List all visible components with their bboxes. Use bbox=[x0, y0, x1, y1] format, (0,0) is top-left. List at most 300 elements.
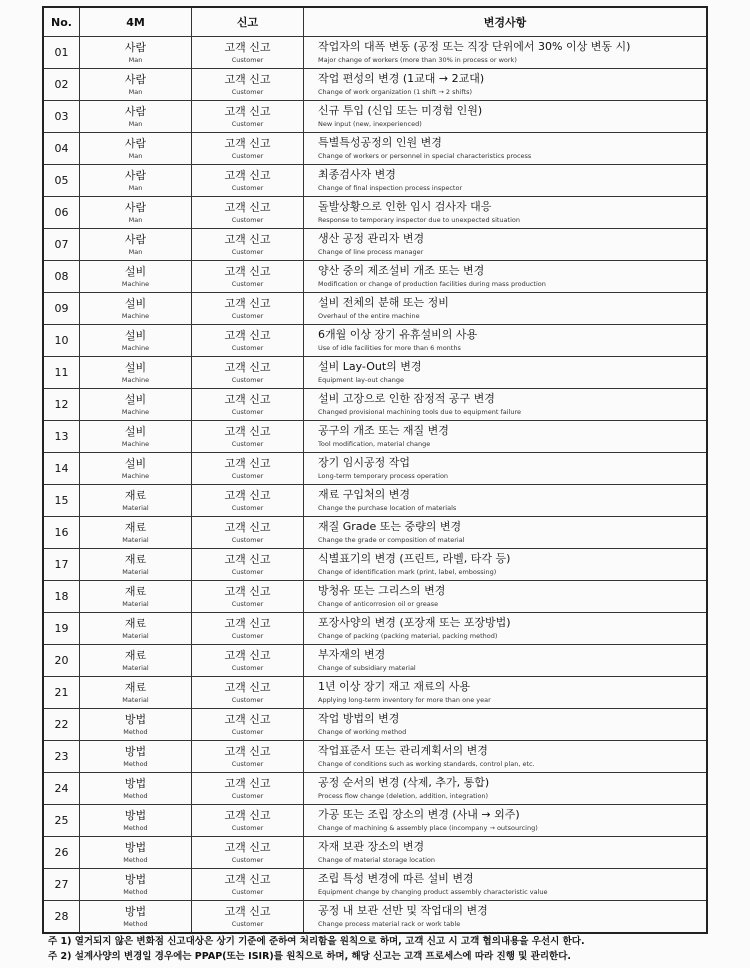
category-ko: 방법 bbox=[124, 776, 147, 790]
footnote-2: 주 2) 설계사양의 변경일 경우에는 PPAP(또는 ISIR)를 원칙으로 하며, 해당 신고는 고객 프로세스에 따라 진행 및 관리한다. bbox=[48, 951, 571, 962]
table-row bbox=[43, 389, 707, 421]
change-description-ko: 재료 구입처의 변경 bbox=[318, 488, 411, 502]
change-description-cell bbox=[304, 197, 708, 229]
category-en: Material bbox=[122, 567, 149, 576]
report-cell bbox=[192, 165, 304, 197]
category-en: Machine bbox=[121, 279, 150, 288]
category-cell bbox=[80, 485, 192, 517]
report-ko: 고객 신고 bbox=[224, 712, 271, 726]
category-ko: 재료 bbox=[124, 584, 147, 598]
category-cell bbox=[80, 549, 192, 581]
category-ko: 설비 bbox=[124, 328, 147, 342]
row-number: 21 bbox=[43, 677, 80, 709]
category-cell bbox=[80, 37, 192, 69]
change-description-en: Process flow change (deletion, addition, integration) bbox=[318, 792, 489, 801]
change-description-cell bbox=[304, 421, 708, 453]
category-cell bbox=[80, 677, 192, 709]
report-cell bbox=[192, 133, 304, 165]
report-en: Customer bbox=[231, 759, 264, 768]
category-cell bbox=[80, 133, 192, 165]
report-ko: 고객 신고 bbox=[224, 552, 271, 566]
header-4m: 4M bbox=[80, 7, 192, 37]
change-description-cell bbox=[304, 37, 708, 69]
report-cell bbox=[192, 357, 304, 389]
change-description-ko: 돌발상황으로 인한 임시 검사자 대응 bbox=[318, 200, 492, 214]
change-description-en: Change of working method bbox=[318, 728, 407, 737]
category-cell bbox=[80, 229, 192, 261]
report-ko: 고객 신고 bbox=[224, 168, 271, 182]
row-number: 22 bbox=[43, 709, 80, 741]
change-description-en: Response to temporary inspector due to unexpected situation bbox=[318, 216, 520, 225]
row-number: 05 bbox=[43, 165, 80, 197]
change-description-en: Change of conditions such as working standards, control plan, etc. bbox=[318, 760, 535, 769]
change-description-en: Equipment change by changing product assembly characteristic value bbox=[318, 888, 548, 897]
table-row bbox=[43, 901, 707, 934]
row-number: 26 bbox=[43, 837, 80, 869]
category-ko: 사람 bbox=[124, 232, 147, 246]
category-en: Material bbox=[122, 599, 149, 608]
report-cell bbox=[192, 837, 304, 869]
category-cell bbox=[80, 805, 192, 837]
report-ko: 고객 신고 bbox=[224, 840, 271, 854]
report-en: Customer bbox=[231, 119, 264, 128]
category-en: Method bbox=[123, 823, 148, 832]
change-description-en: Overhaul of the entire machine bbox=[318, 312, 420, 321]
change-description-ko: 가공 또는 조립 장소의 변경 (사내 → 외주) bbox=[318, 808, 520, 822]
category-ko: 설비 bbox=[124, 456, 147, 470]
row-number: 04 bbox=[43, 133, 80, 165]
change-description-en: Major change of workers (more than 30% in process or work) bbox=[318, 56, 517, 65]
report-en: Customer bbox=[231, 55, 264, 64]
change-description-cell bbox=[304, 741, 708, 773]
change-description-en: Change of packing (packing material, packing method) bbox=[318, 632, 498, 641]
category-ko: 재료 bbox=[124, 648, 147, 662]
row-number: 28 bbox=[43, 901, 80, 934]
change-description-ko: 설비 전체의 분해 또는 정비 bbox=[318, 296, 449, 310]
category-cell bbox=[80, 517, 192, 549]
report-ko: 고객 신고 bbox=[224, 904, 271, 918]
report-cell bbox=[192, 613, 304, 645]
category-ko: 사람 bbox=[124, 40, 147, 54]
report-en: Customer bbox=[231, 471, 264, 480]
report-en: Customer bbox=[231, 279, 264, 288]
table-row bbox=[43, 325, 707, 357]
category-en: Man bbox=[128, 119, 143, 128]
report-en: Customer bbox=[231, 215, 264, 224]
table-body bbox=[43, 37, 707, 934]
table-row bbox=[43, 261, 707, 293]
change-description-ko: 신규 투입 (신입 또는 미경험 인원) bbox=[318, 104, 483, 118]
header-report: 신고 bbox=[192, 7, 304, 37]
report-cell bbox=[192, 293, 304, 325]
category-ko: 사람 bbox=[124, 168, 147, 182]
change-description-en: Change of material storage location bbox=[318, 856, 436, 865]
table-row bbox=[43, 677, 707, 709]
category-en: Material bbox=[122, 695, 149, 704]
change-description-cell bbox=[304, 69, 708, 101]
category-cell bbox=[80, 293, 192, 325]
report-ko: 고객 신고 bbox=[224, 104, 271, 118]
report-en: Customer bbox=[231, 791, 264, 800]
category-ko: 재료 bbox=[124, 616, 147, 630]
change-description-ko: 작업 방법의 변경 bbox=[318, 712, 400, 726]
row-number: 08 bbox=[43, 261, 80, 293]
change-description-ko: 특별특성공정의 인원 변경 bbox=[318, 136, 442, 150]
change-description-ko: 부자재의 변경 bbox=[318, 648, 386, 662]
category-en: Method bbox=[123, 919, 148, 928]
category-ko: 설비 bbox=[124, 424, 147, 438]
category-cell bbox=[80, 613, 192, 645]
category-ko: 설비 bbox=[124, 392, 147, 406]
category-en: Material bbox=[122, 663, 149, 672]
change-description-ko: 장기 임시공정 작업 bbox=[318, 456, 411, 470]
category-cell bbox=[80, 421, 192, 453]
report-ko: 고객 신고 bbox=[224, 872, 271, 886]
row-number: 01 bbox=[43, 37, 80, 69]
report-en: Customer bbox=[231, 503, 264, 512]
table-row bbox=[43, 69, 707, 101]
report-cell bbox=[192, 229, 304, 261]
report-en: Customer bbox=[231, 727, 264, 736]
category-cell bbox=[80, 261, 192, 293]
category-en: Man bbox=[128, 87, 143, 96]
category-en: Machine bbox=[121, 471, 150, 480]
change-description-cell bbox=[304, 357, 708, 389]
change-description-ko: 재질 Grade 또는 중량의 변경 bbox=[318, 520, 462, 534]
row-number: 11 bbox=[43, 357, 80, 389]
footnote-1: 주 1) 열거되지 않은 변화점 신고대상은 상기 기준에 준하여 처리함을 원칙으로 하며, 고객 신고 시 고객 협의내용을 우선시 한다. bbox=[48, 936, 585, 947]
report-en: Customer bbox=[231, 631, 264, 640]
change-description-en: Tool modification, material change bbox=[318, 440, 431, 449]
change-description-ko: 6개월 이상 장기 유휴설비의 사용 bbox=[318, 328, 478, 342]
report-en: Customer bbox=[231, 375, 264, 384]
change-description-ko: 생산 공정 관리자 변경 bbox=[318, 232, 425, 246]
table-row bbox=[43, 293, 707, 325]
change-description-cell bbox=[304, 165, 708, 197]
report-ko: 고객 신고 bbox=[224, 232, 271, 246]
category-cell bbox=[80, 901, 192, 934]
header-change: 변경사항 bbox=[304, 7, 708, 37]
report-cell bbox=[192, 741, 304, 773]
table-row bbox=[43, 133, 707, 165]
change-description-cell bbox=[304, 613, 708, 645]
category-ko: 재료 bbox=[124, 520, 147, 534]
change-description-cell bbox=[304, 325, 708, 357]
category-en: Man bbox=[128, 151, 143, 160]
report-en: Customer bbox=[231, 407, 264, 416]
category-ko: 방법 bbox=[124, 712, 147, 726]
report-ko: 고객 신고 bbox=[224, 648, 271, 662]
category-en: Machine bbox=[121, 343, 150, 352]
report-ko: 고객 신고 bbox=[224, 424, 271, 438]
report-ko: 고객 신고 bbox=[224, 808, 271, 822]
table-row bbox=[43, 197, 707, 229]
category-en: Man bbox=[128, 215, 143, 224]
report-cell bbox=[192, 677, 304, 709]
change-description-en: New input (new, inexperienced) bbox=[318, 120, 422, 129]
table-row bbox=[43, 709, 707, 741]
report-ko: 고객 신고 bbox=[224, 200, 271, 214]
category-ko: 재료 bbox=[124, 680, 147, 694]
row-number: 27 bbox=[43, 869, 80, 901]
report-en: Customer bbox=[231, 599, 264, 608]
category-en: Man bbox=[128, 247, 143, 256]
table-row bbox=[43, 165, 707, 197]
table-row bbox=[43, 549, 707, 581]
change-description-en: Long-term temporary process operation bbox=[318, 472, 449, 481]
report-ko: 고객 신고 bbox=[224, 72, 271, 86]
category-cell bbox=[80, 741, 192, 773]
report-en: Customer bbox=[231, 87, 264, 96]
row-number: 19 bbox=[43, 613, 80, 645]
report-en: Customer bbox=[231, 311, 264, 320]
row-number: 24 bbox=[43, 773, 80, 805]
category-ko: 사람 bbox=[124, 136, 147, 150]
change-description-cell bbox=[304, 901, 708, 934]
table-header-row bbox=[43, 7, 707, 37]
table-row bbox=[43, 357, 707, 389]
report-en: Customer bbox=[231, 823, 264, 832]
header-no: No. bbox=[43, 7, 80, 37]
change-description-ko: 양산 중의 제조설비 개조 또는 변경 bbox=[318, 264, 485, 278]
change-description-cell bbox=[304, 229, 708, 261]
report-ko: 고객 신고 bbox=[224, 264, 271, 278]
category-ko: 설비 bbox=[124, 296, 147, 310]
report-ko: 고객 신고 bbox=[224, 584, 271, 598]
change-description-en: Change of line process manager bbox=[318, 248, 424, 257]
report-en: Customer bbox=[231, 663, 264, 672]
change-description-ko: 작업표준서 또는 관리계획서의 변경 bbox=[318, 744, 488, 758]
change-description-en: Change of workers or personnel in special characteristics process bbox=[318, 152, 532, 161]
report-cell bbox=[192, 101, 304, 133]
row-number: 12 bbox=[43, 389, 80, 421]
report-cell bbox=[192, 485, 304, 517]
category-ko: 설비 bbox=[124, 264, 147, 278]
change-description-cell bbox=[304, 869, 708, 901]
report-en: Customer bbox=[231, 343, 264, 352]
change-description-en: Change of machining & assembly place (incompany → outsourcing) bbox=[318, 824, 538, 833]
category-cell bbox=[80, 69, 192, 101]
category-ko: 사람 bbox=[124, 72, 147, 86]
change-description-en: Modification or change of production facilities during mass production bbox=[318, 280, 546, 289]
report-ko: 고객 신고 bbox=[224, 520, 271, 534]
change-description-cell bbox=[304, 549, 708, 581]
table-row bbox=[43, 101, 707, 133]
change-description-cell bbox=[304, 645, 708, 677]
report-cell bbox=[192, 517, 304, 549]
4m-change-table bbox=[42, 6, 708, 934]
change-description-en: Change the purchase location of materials bbox=[318, 504, 457, 513]
report-en: Customer bbox=[231, 567, 264, 576]
change-description-cell bbox=[304, 805, 708, 837]
row-number: 15 bbox=[43, 485, 80, 517]
change-description-en: Change the grade or composition of material bbox=[318, 536, 465, 545]
table-row bbox=[43, 485, 707, 517]
change-description-ko: 설비 고장으로 인한 잠정적 공구 변경 bbox=[318, 392, 495, 406]
change-description-cell bbox=[304, 293, 708, 325]
table-row bbox=[43, 517, 707, 549]
category-en: Machine bbox=[121, 439, 150, 448]
change-description-ko: 식별표기의 변경 (프린트, 라벨, 타각 등) bbox=[318, 552, 511, 566]
change-description-cell bbox=[304, 581, 708, 613]
report-cell bbox=[192, 37, 304, 69]
category-en: Material bbox=[122, 631, 149, 640]
report-ko: 고객 신고 bbox=[224, 392, 271, 406]
report-ko: 고객 신고 bbox=[224, 776, 271, 790]
category-cell bbox=[80, 197, 192, 229]
category-cell bbox=[80, 869, 192, 901]
change-description-cell bbox=[304, 773, 708, 805]
row-number: 09 bbox=[43, 293, 80, 325]
table-row bbox=[43, 837, 707, 869]
row-number: 17 bbox=[43, 549, 80, 581]
table-row bbox=[43, 229, 707, 261]
category-en: Method bbox=[123, 727, 148, 736]
change-description-ko: 자재 보관 장소의 변경 bbox=[318, 840, 425, 854]
change-description-en: Changed provisional machining tools due to equipment failure bbox=[318, 408, 521, 417]
change-description-en: Change of work organization (1 shift → 2 shifts) bbox=[318, 88, 473, 97]
table-row bbox=[43, 741, 707, 773]
change-description-cell bbox=[304, 837, 708, 869]
report-ko: 고객 신고 bbox=[224, 616, 271, 630]
change-description-cell bbox=[304, 101, 708, 133]
change-description-ko: 공정 내 보관 선반 및 작업대의 변경 bbox=[318, 904, 488, 918]
row-number: 06 bbox=[43, 197, 80, 229]
category-en: Man bbox=[128, 183, 143, 192]
change-description-cell bbox=[304, 133, 708, 165]
category-en: Material bbox=[122, 535, 149, 544]
table-row bbox=[43, 613, 707, 645]
report-en: Customer bbox=[231, 855, 264, 864]
category-ko: 재료 bbox=[124, 488, 147, 502]
report-en: Customer bbox=[231, 247, 264, 256]
category-cell bbox=[80, 453, 192, 485]
row-number: 23 bbox=[43, 741, 80, 773]
row-number: 03 bbox=[43, 101, 80, 133]
change-description-ko: 방청유 또는 그리스의 변경 bbox=[318, 584, 446, 598]
category-en: Method bbox=[123, 855, 148, 864]
row-number: 07 bbox=[43, 229, 80, 261]
report-ko: 고객 신고 bbox=[224, 488, 271, 502]
category-ko: 설비 bbox=[124, 360, 147, 374]
category-en: Method bbox=[123, 791, 148, 800]
table-row bbox=[43, 805, 707, 837]
change-description-ko: 설비 Lay-Out의 변경 bbox=[318, 360, 422, 374]
report-cell bbox=[192, 773, 304, 805]
table-row bbox=[43, 421, 707, 453]
report-cell bbox=[192, 453, 304, 485]
report-cell bbox=[192, 901, 304, 934]
report-ko: 고객 신고 bbox=[224, 136, 271, 150]
change-description-en: Change of subsidiary material bbox=[318, 664, 416, 673]
category-en: Machine bbox=[121, 375, 150, 384]
change-description-ko: 공정 순서의 변경 (삭제, 추가, 통합) bbox=[318, 776, 490, 790]
report-cell bbox=[192, 421, 304, 453]
report-en: Customer bbox=[231, 183, 264, 192]
change-description-cell bbox=[304, 709, 708, 741]
report-cell bbox=[192, 389, 304, 421]
change-description-en: Change process material rack or work table bbox=[318, 920, 461, 929]
change-description-cell bbox=[304, 389, 708, 421]
change-description-ko: 공구의 개조 또는 재질 변경 bbox=[318, 424, 449, 438]
change-description-en: Use of idle facilities for more than 6 months bbox=[318, 344, 461, 353]
report-en: Customer bbox=[231, 919, 264, 928]
change-description-cell bbox=[304, 485, 708, 517]
report-en: Customer bbox=[231, 535, 264, 544]
row-number: 14 bbox=[43, 453, 80, 485]
change-description-ko: 작업자의 대폭 변동 (공정 또는 직장 단위에서 30% 이상 변동 시) bbox=[318, 40, 631, 54]
category-cell bbox=[80, 773, 192, 805]
row-number: 18 bbox=[43, 581, 80, 613]
report-cell bbox=[192, 69, 304, 101]
table-row bbox=[43, 773, 707, 805]
change-description-cell bbox=[304, 453, 708, 485]
row-number: 13 bbox=[43, 421, 80, 453]
row-number: 02 bbox=[43, 69, 80, 101]
report-ko: 고객 신고 bbox=[224, 360, 271, 374]
report-cell bbox=[192, 549, 304, 581]
report-ko: 고객 신고 bbox=[224, 456, 271, 470]
report-cell bbox=[192, 581, 304, 613]
table-row bbox=[43, 645, 707, 677]
category-cell bbox=[80, 165, 192, 197]
change-description-ko: 최종검사자 변경 bbox=[318, 168, 396, 182]
category-en: Machine bbox=[121, 407, 150, 416]
report-cell bbox=[192, 869, 304, 901]
category-ko: 사람 bbox=[124, 104, 147, 118]
change-description-en: Change of final inspection process inspector bbox=[318, 184, 463, 193]
category-ko: 방법 bbox=[124, 808, 147, 822]
table-row bbox=[43, 869, 707, 901]
report-cell bbox=[192, 197, 304, 229]
category-cell bbox=[80, 389, 192, 421]
report-ko: 고객 신고 bbox=[224, 296, 271, 310]
table-row bbox=[43, 581, 707, 613]
change-description-en: Change of identification mark (print, label, embossing) bbox=[318, 568, 497, 577]
report-cell bbox=[192, 805, 304, 837]
report-en: Customer bbox=[231, 439, 264, 448]
category-cell bbox=[80, 357, 192, 389]
category-ko: 재료 bbox=[124, 552, 147, 566]
row-number: 16 bbox=[43, 517, 80, 549]
change-description-en: Equipment lay-out change bbox=[318, 376, 404, 385]
category-en: Machine bbox=[121, 311, 150, 320]
category-cell bbox=[80, 837, 192, 869]
report-ko: 고객 신고 bbox=[224, 744, 271, 758]
report-en: Customer bbox=[231, 151, 264, 160]
change-description-ko: 1년 이상 장기 재고 재료의 사용 bbox=[318, 680, 470, 694]
category-en: Man bbox=[128, 55, 143, 64]
category-cell bbox=[80, 709, 192, 741]
row-number: 20 bbox=[43, 645, 80, 677]
report-cell bbox=[192, 325, 304, 357]
report-ko: 고객 신고 bbox=[224, 328, 271, 342]
change-description-en: Change of anticorrosion oil or grease bbox=[318, 600, 439, 609]
change-description-ko: 포장사양의 변경 (포장재 또는 포장방법) bbox=[318, 616, 511, 630]
report-cell bbox=[192, 645, 304, 677]
category-en: Material bbox=[122, 503, 149, 512]
category-ko: 방법 bbox=[124, 744, 147, 758]
change-description-cell bbox=[304, 261, 708, 293]
footnotes bbox=[48, 934, 738, 964]
change-description-ko: 작업 편성의 변경 (1교대 → 2교대) bbox=[318, 72, 485, 86]
report-ko: 고객 신고 bbox=[224, 680, 271, 694]
category-cell bbox=[80, 101, 192, 133]
report-ko: 고객 신고 bbox=[224, 40, 271, 54]
row-number: 10 bbox=[43, 325, 80, 357]
table-row bbox=[43, 453, 707, 485]
category-cell bbox=[80, 581, 192, 613]
